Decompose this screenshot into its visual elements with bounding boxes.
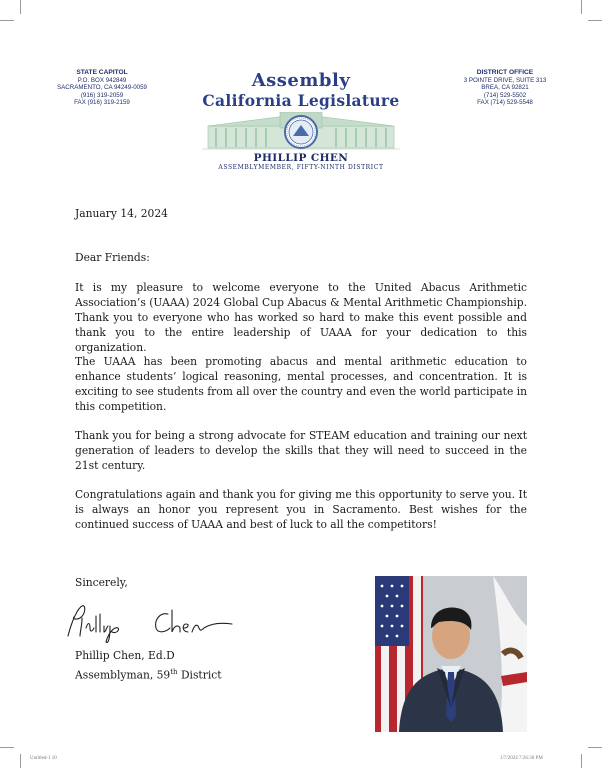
crop-mark	[0, 20, 14, 21]
signer-block	[75, 648, 222, 684]
district-address-block	[430, 69, 580, 107]
signer-title	[75, 664, 222, 684]
crop-mark	[581, 754, 582, 768]
district-address-line: FAX (714) 529-5548	[477, 99, 533, 107]
district-address-line: (714) 529-5502	[483, 91, 527, 99]
signer-title-suffix: District	[177, 668, 222, 682]
capitol-address-line: FAX (916) 319-2159	[74, 99, 130, 107]
capitol-address-heading: STATE CAPITOL	[76, 69, 128, 76]
handwritten-signature	[60, 598, 240, 646]
letterhead-legislature: California Legislature	[202, 91, 400, 110]
letter-closing: Sincerely,	[75, 576, 128, 589]
footer-right-timestamp: 1/7/2024 7:26:30 PM	[500, 756, 543, 761]
district-address-line: BREA, CA 92821	[481, 84, 529, 92]
district-address-line: 3 POINTE DRIVE, SUITE 313	[463, 76, 547, 84]
letter-paragraph: Congratulations again and thank you for giving me this opportunity to serve you. It is always an honor you represent you in Sacramento. Best wishes for the continued success of UAAA and best of luck to all the competitors!	[75, 488, 527, 531]
letter-paragraph: Thank you for being a strong advocate for STEAM education and training our next generation of leaders to develop the skills that they will need to succeed in the 21st century.	[75, 429, 527, 472]
capitol-address-line: (916) 319-2059	[80, 91, 124, 99]
capitol-address-block	[27, 69, 177, 107]
portrait-image	[375, 576, 527, 732]
footer-left-file-label: Untitled-1 10	[30, 756, 57, 761]
signer-title-prefix: Assemblyman, 59	[75, 668, 171, 682]
letterhead-member-title: ASSEMBLYMEMBER, FIFTY-NINTH DISTRICT	[218, 164, 384, 171]
letterhead-member-name: PHILLIP CHEN	[253, 152, 349, 164]
letter-date: January 14, 2024	[75, 207, 168, 220]
signer-name: Phillip Chen, Ed.D	[75, 649, 175, 662]
letter-paragraph: The UAAA has been promoting abacus and mental arithmetic education to enhance students’ logical reasoning, mental processes, and concentration. It is exciting to see students from all over the country and even the world participate in this competition.	[75, 355, 527, 413]
capitol-address-line: P.O. BOX 942849	[77, 76, 127, 84]
crop-mark	[20, 754, 21, 768]
letterhead-assembly: Assembly	[251, 70, 351, 91]
letter-paragraph: It is my pleasure to welcome everyone to the United Abacus Arithmetic Association’s (UAAA) 2024 Global Cup Abacus & Mental Arithmetic Championship. Thank you to everyone who has worked so hard to make this event possible and thank you to the entire leadership of UAAA for your dedication to this organization.	[75, 281, 527, 354]
crop-mark	[20, 0, 21, 14]
district-address-heading: DISTRICT OFFICE	[476, 69, 534, 76]
crop-mark	[588, 20, 602, 21]
signer-title-ordinal: th	[170, 668, 178, 676]
crop-mark	[0, 747, 14, 748]
crop-mark	[581, 0, 582, 14]
letter-greeting: Dear Friends:	[75, 251, 150, 264]
capitol-address-line: SACRAMENTO, CA 94249-0059	[57, 84, 147, 92]
portrait-photo	[375, 576, 527, 732]
crop-mark	[588, 747, 602, 748]
letterhead	[200, 70, 402, 180]
